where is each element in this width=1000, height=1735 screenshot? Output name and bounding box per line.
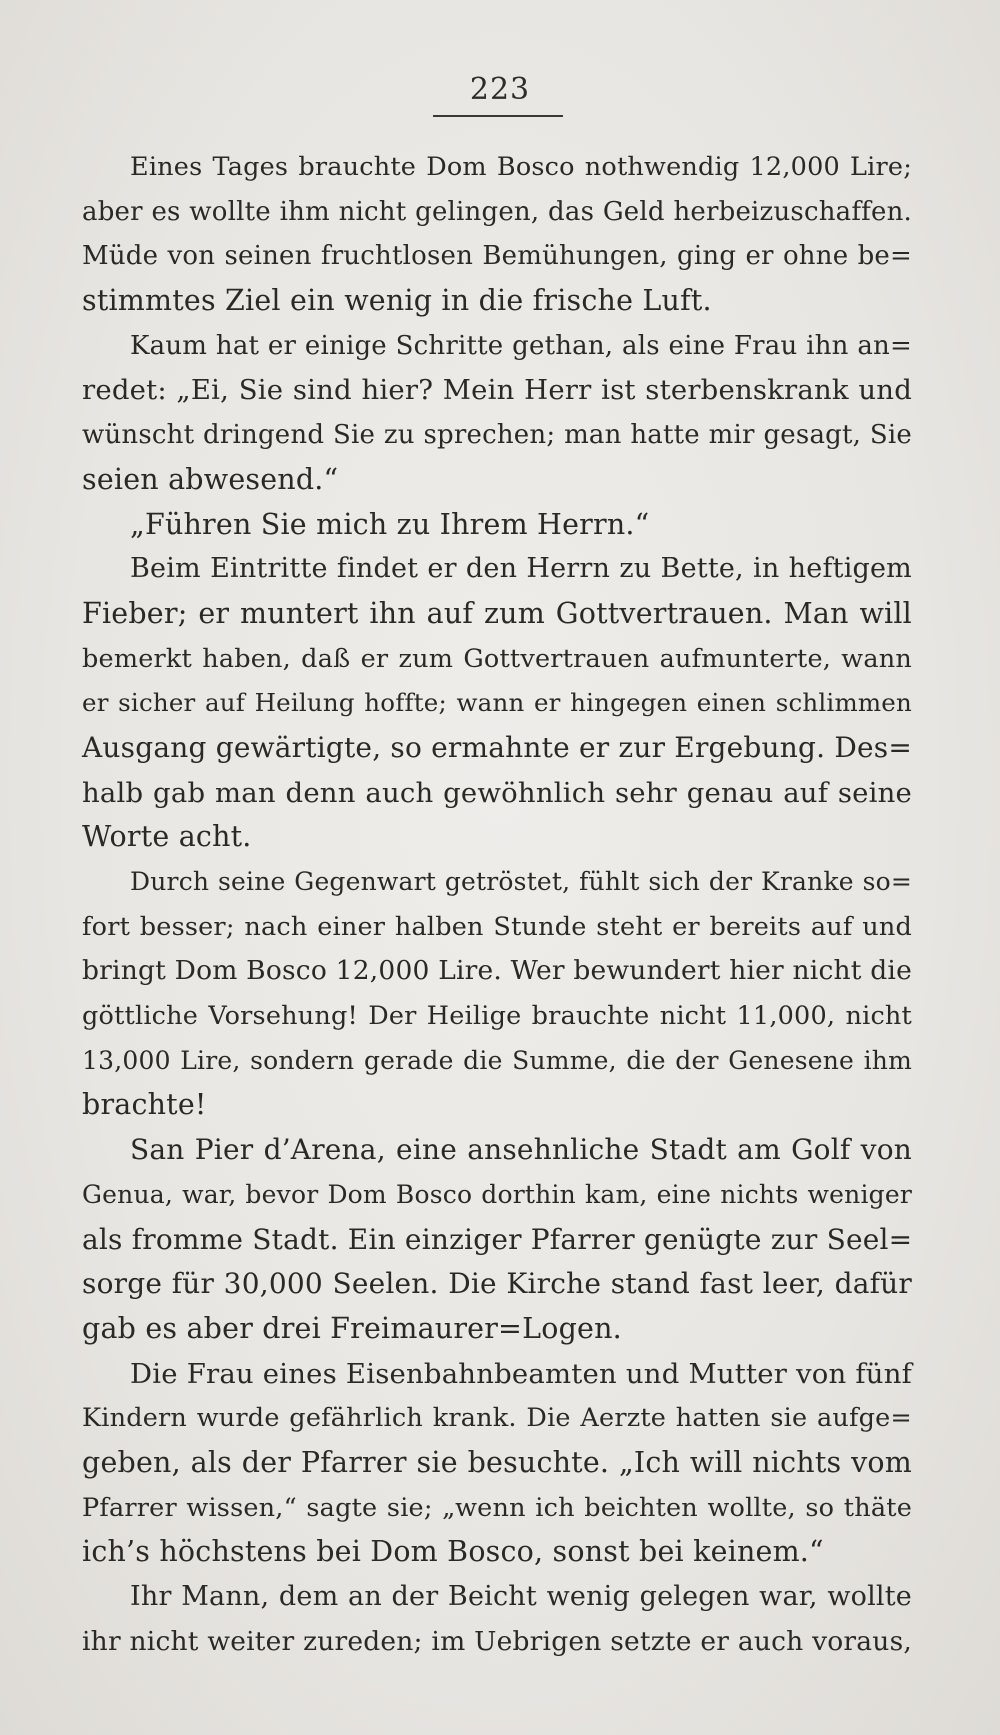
text-line: redet: „Ei, Sie sind hier? Mein Herr ist sterbenskrank und — [82, 374, 912, 407]
header-rule — [433, 115, 563, 117]
text-line: Müde von seinen fruchtlosen Bemühungen, ging er ohne be= — [82, 241, 912, 272]
text-line: aber es wollte ihm nicht gelingen, das Geld herbeizuschaffen. — [82, 196, 912, 227]
text-line: gab es aber drei Freimaurer=Logen. — [82, 1311, 622, 1345]
text-line: Genua, war, bevor Dom Bosco dorthin kam, eine nichts weniger — [82, 1179, 912, 1209]
text-line: ich’s höchstens bei Dom Bosco, sonst bei keinem.“ — [82, 1535, 824, 1569]
body-text — [82, 145, 912, 1664]
text-line: stimmtes Ziel ein wenig in die frische Luft. — [82, 284, 712, 318]
text-line: Fieber; er muntert ihn auf zum Gottvertrauen. Man will — [82, 596, 912, 630]
text-line: bringt Dom Bosco 12,000 Lire. Wer bewundert hier nicht die — [82, 955, 912, 987]
text-line: Pfarrer wissen,“ sagte sie; „wenn ich beichten wollte, so thäte — [82, 1492, 912, 1523]
text-line: bemerkt haben, daß er zum Gottvertrauen aufmunterte, wann — [82, 643, 912, 674]
text-line: San Pier d’Arena, eine ansehnliche Stadt am Golf von — [130, 1133, 912, 1167]
text-line: Worte acht. — [82, 820, 252, 854]
text-line: Kaum hat er einige Schritte gethan, als eine Frau ihn an= — [130, 330, 912, 361]
text-line: geben, als der Pfarrer sie besuchte. „Ich will nichts vom — [82, 1445, 912, 1479]
text-line: Die Frau eines Eisenbahnbeamten und Mutter von fünf — [130, 1357, 912, 1390]
text-line: 13,000 Lire, sondern gerade die Summe, die der Genesene ihm — [82, 1045, 912, 1075]
text-line: ihr nicht weiter zureden; im Uebrigen setzte er auch voraus, — [82, 1625, 912, 1657]
text-line: Eines Tages brauchte Dom Bosco nothwendig 12,000 Lire; — [130, 152, 912, 182]
page-number: 223 — [469, 72, 531, 107]
text-line: Durch seine Gegenwart getröstet, fühlt sich der Kranke so= — [130, 867, 912, 896]
text-line: er sicher auf Heilung hoffte; wann er hingegen einen schlimmen — [82, 688, 912, 718]
text-line: göttliche Vorsehung! Der Heilige brauchte nicht 11,000, nicht — [82, 1001, 912, 1032]
text-line: seien abwesend.“ — [82, 462, 339, 496]
text-line: brachte! — [82, 1088, 207, 1122]
text-line: Ihr Mann, dem an der Beicht wenig gelegen war, wollte — [130, 1581, 912, 1612]
text-line: Ausgang gewärtigte, so ermahnte er zur Ergebung. Des= — [82, 730, 912, 764]
text-line: wünscht dringend Sie zu sprechen; man hatte mir gesagt, Sie — [82, 420, 912, 451]
text-line: fort besser; nach einer halben Stunde steht er bereits auf und — [82, 911, 912, 942]
text-line: halb gab man denn auch gewöhnlich sehr genau auf seine — [82, 776, 912, 809]
text-line: „Führen Sie mich zu Ihrem Herrn.“ — [130, 507, 650, 541]
text-line: Kindern wurde gefährlich krank. Die Aerzte hatten sie aufge= — [82, 1403, 912, 1434]
text-line: Beim Eintritte findet er den Herrn zu Bette, in heftigem — [130, 553, 912, 585]
text-line: als fromme Stadt. Ein einziger Pfarrer genügte zur Seel= — [82, 1222, 913, 1256]
text-line: sorge für 30,000 Seelen. Die Kirche stand fast leer, dafür — [82, 1267, 912, 1301]
